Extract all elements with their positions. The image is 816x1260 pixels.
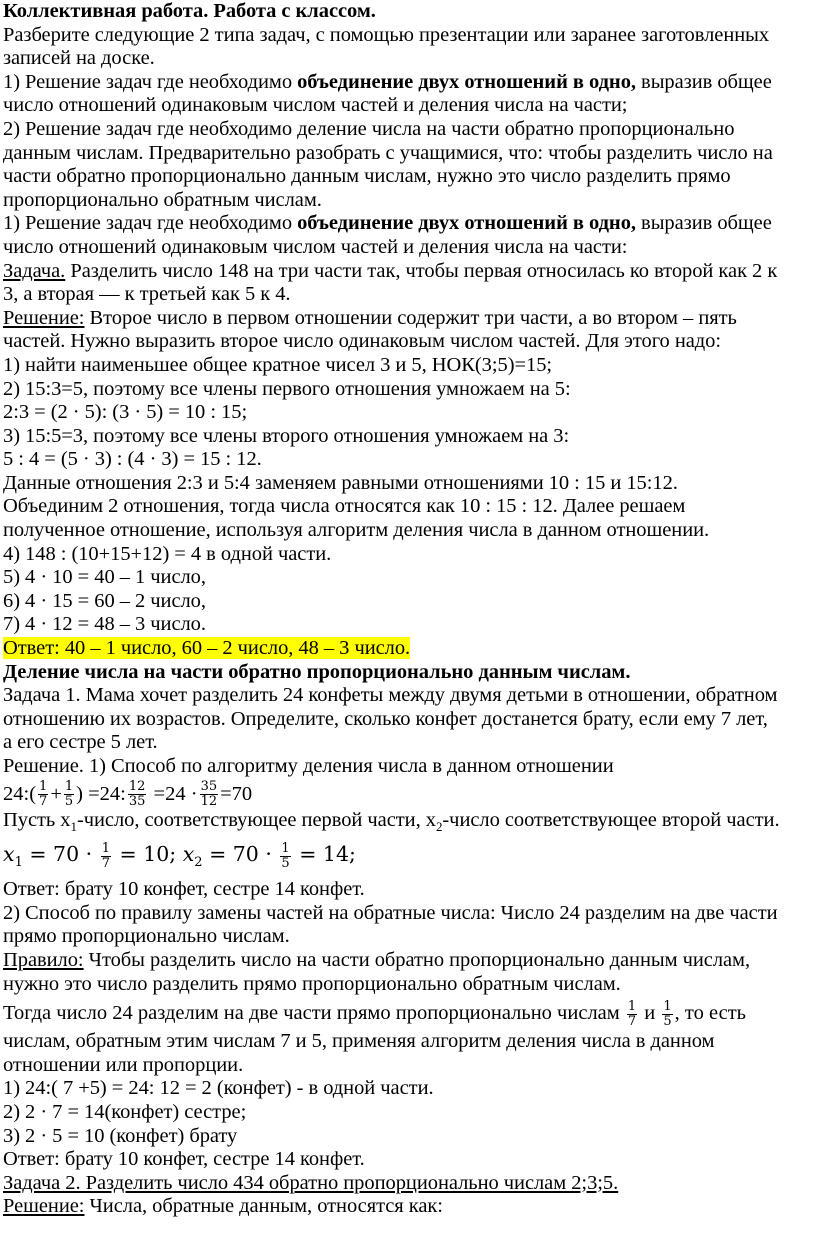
subscript: 2 [435, 819, 443, 835]
numerator: 1 [627, 998, 637, 1014]
denominator: 35 [128, 794, 146, 810]
task2-line: Задача 2. Разделить число 434 обратно пропорционально числам 2;3;5. [3, 1171, 619, 1194]
formula-line [3, 839, 810, 878]
text: Разделить число 148 на три части так, чтобы первая относилась ко второй как 2 к [65, 259, 778, 282]
solution-line: 5 : 4 = (5 · 3) : (4 · 3) = 15 : 12. [3, 448, 262, 471]
repeat-line [3, 212, 810, 236]
highlighted-answer: Ответ: 40 – 1 число, 60 – 2 число, 48 – 3 число. [3, 637, 411, 660]
formula-text: = 14; [292, 842, 356, 867]
denominator: 7 [627, 1013, 637, 1029]
solution-line: полученное отношение, используя алгоритм деления числа в данном отношении. [3, 519, 710, 542]
type2-line: части обратно пропорционально данным числам, нужно это число разделить прямо [3, 165, 731, 188]
formula-text: = 70 · [22, 842, 99, 867]
section-heading: Деление числа на части обратно пропорционально данным числам. [3, 660, 631, 683]
solution-line: 7) 4 · 12 = 48 – 3 число. [3, 613, 206, 636]
fraction [200, 780, 219, 809]
formula-line [3, 779, 810, 810]
solution2-line [3, 1195, 810, 1219]
text: и [639, 1002, 661, 1025]
then-line: 1) 24:( 7 +5) = 24: 12 = 2 (конфет) - в одной части. [3, 1077, 434, 1100]
type1-line [3, 71, 810, 95]
fraction [627, 1000, 637, 1029]
math-variable: x [182, 842, 195, 867]
fraction [280, 842, 290, 871]
then-line: 2) 2 · 7 = 14(конфет) сестре; [3, 1100, 247, 1123]
subscript: 1 [14, 855, 23, 871]
numerator: 1 [663, 998, 672, 1014]
task1-line: а его сестре 5 лет. [3, 731, 158, 754]
numerator: 1 [39, 779, 48, 795]
bold-text: объединение двух отношений в одно, [297, 212, 636, 235]
task1-line: Решение. 1) Способ по алгоритму деления числа в данном отношении [3, 755, 614, 777]
solution-line: 5) 4 · 10 = 40 – 1 число, [3, 566, 206, 589]
repeat-line: число отношений одинаковым числом частей и деления числа на части: [3, 235, 628, 258]
text: Пусть x [3, 809, 71, 832]
solution-line: 6) 4 · 15 = 60 – 2 число, [3, 589, 206, 612]
then-line: Ответ: брату 10 конфет, сестре 14 конфет. [3, 1148, 365, 1171]
solution-line: Данные отношения 2:3 и 5:4 заменяем равными отношениями 10 : 15 и 15:12. [3, 471, 678, 494]
rule-line [3, 949, 810, 973]
formula-text: 24:( [3, 782, 37, 805]
denominator: 5 [663, 1013, 672, 1029]
text: выразив общее [635, 212, 772, 235]
section-title: Коллективная работа. Работа с классом. [3, 0, 376, 22]
answer-line: Ответ: брату 10 конфет, сестре 14 конфет. [3, 878, 365, 901]
solution-line [3, 307, 810, 331]
fraction [662, 1000, 672, 1029]
task-line [3, 260, 810, 284]
solution-line: 3) 15:5=3, поэтому все члены второго отношения умножаем на 3: [3, 424, 570, 447]
subscript: 2 [194, 855, 203, 871]
let-line [3, 809, 810, 839]
solution-label: Решение: [3, 1195, 85, 1218]
fraction [101, 842, 111, 871]
solution-line: частей. Нужно выразить второе число одинаковым числом частей. Для этого надо: [3, 330, 722, 353]
task-line: 3, а вторая — к третьей как 5 к 4. [3, 283, 291, 306]
denominator: 5 [281, 855, 290, 871]
formula-text: + [50, 782, 62, 805]
text: -число, соответствующее первой части, x [76, 809, 436, 832]
solution-line: 1) найти наименьшее общее кратное чисел 3 и 5, НОК(3;5)=15; [3, 353, 553, 376]
then-line [3, 996, 810, 1030]
method2-line: прямо пропорционально числам. [3, 925, 290, 948]
text: , то есть [674, 1002, 747, 1025]
solution-line: Объединим 2 отношения, тогда числа относятся как 10 : 15 : 12. Далее решаем [3, 495, 686, 518]
text: -число соответствующее второй части. [442, 809, 780, 832]
solution-line: 4) 148 : (10+15+12) = 4 в одной части. [3, 542, 332, 565]
intro-line: Разберите следующие 2 типа задач, с помощью презентации или заранее заготовленных [3, 23, 770, 46]
method2-line: 2) Способ по правилу замены частей на обратные числа: Число 24 разделим на две части [3, 901, 778, 924]
denominator: 5 [64, 794, 74, 810]
type2-line: пропорционально обратным числам. [3, 188, 322, 211]
task1-line: отношению их возрастов. Определите, сколько конфет достанется брату, если ему 7 лет, [3, 707, 768, 730]
numerator: 1 [281, 840, 290, 856]
solution-label: Решение: [3, 306, 85, 329]
fraction [38, 780, 48, 809]
text: выразив общее [635, 70, 772, 93]
fraction [128, 780, 147, 809]
task1-line: Задача 1. Мама хочет разделить 24 конфеты между двумя детьми в отношении, обратном [3, 684, 778, 707]
solution-line: 2:3 = (2 · 5): (3 · 5) = 10 : 15; [3, 401, 248, 424]
bold-text: объединение двух отношений в одно, [297, 70, 636, 93]
formula-text: ) =24: [76, 782, 126, 805]
text: 1) Решение задач где необходимо [3, 70, 298, 93]
text: 1) Решение задач где необходимо [3, 212, 298, 235]
formula-text: = 70 · [202, 842, 279, 867]
type2-line: данным числам. Предварительно разобрать с учащимися, что: чтобы разделить число на [3, 141, 773, 164]
numerator: 35 [200, 779, 218, 795]
numerator: 1 [64, 779, 74, 795]
text: Числа, обратные данным, относятся как: [84, 1195, 443, 1218]
text: Второе число в первом отношении содержит три части, а во втором – пять [84, 306, 737, 329]
denominator: 7 [39, 794, 48, 810]
formula-text: = 10; [112, 842, 183, 867]
text: Чтобы разделить число на части обратно пропорционально данным числам, [83, 948, 751, 971]
type2-line: 2) Решение задач где необходимо деление числа на части обратно пропорционально [3, 117, 735, 140]
answer-line [3, 637, 810, 661]
then-line: числам, обратным этим числам 7 и 5, применяя алгоритм деления числа в данном [3, 1030, 715, 1053]
formula-text: =24 · [148, 782, 198, 805]
task-label: Задача. [3, 259, 66, 282]
type1-line: число отношений одинаковым числом частей и деления числа на части; [3, 94, 628, 117]
then-line: 3) 2 · 5 = 10 (конфет) брату [3, 1124, 238, 1147]
intro-line: записей на доске. [3, 47, 155, 70]
denominator: 7 [101, 855, 110, 871]
rule-line: нужно это число разделить прямо пропорционально обратным числам. [3, 972, 621, 995]
denominator: 12 [200, 794, 218, 810]
text: Тогда число 24 разделим на две части прямо пропорционально числам [3, 1002, 625, 1025]
subscript: 1 [70, 819, 77, 835]
solution-line: 2) 15:3=5, поэтому все члены первого отношения умножаем на 5: [3, 377, 571, 400]
rule-label: Правило: [3, 948, 84, 971]
then-line: отношении или пропорции. [3, 1053, 244, 1076]
fraction [64, 780, 74, 809]
numerator: 12 [128, 779, 146, 795]
math-variable: x [3, 842, 15, 867]
formula-text: =70 [220, 782, 253, 805]
numerator: 1 [101, 840, 110, 856]
